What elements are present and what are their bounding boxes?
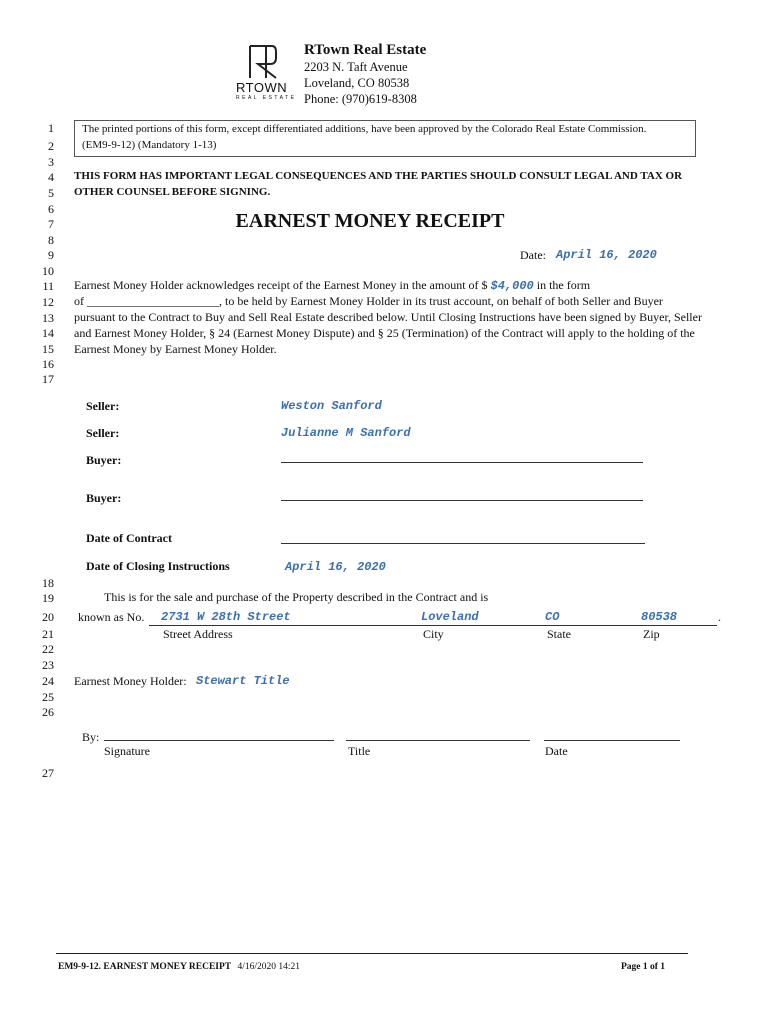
- seller-1-label: Seller:: [86, 399, 120, 413]
- line-number: 20: [42, 610, 54, 624]
- signature-field[interactable]: [104, 740, 334, 741]
- commission-notice-line1: The printed portions of this form, except differentiated additions, have been approved by the Colorado Real Estate Commission.: [82, 123, 647, 135]
- line-number: 25: [42, 690, 54, 704]
- commission-notice-line2: (EM9-9-12) (Mandatory 1-13): [82, 139, 217, 151]
- line-number: 16: [42, 357, 54, 371]
- line-number: 22: [42, 642, 54, 656]
- line-number: 13: [42, 311, 54, 325]
- property-city: Loveland: [421, 610, 479, 624]
- line-number: 14: [42, 326, 54, 340]
- seller-2-value: Julianne M Sanford: [281, 426, 411, 440]
- holder-value: Stewart Title: [196, 674, 290, 688]
- footer-timestamp: 4/16/2020 14:21: [237, 962, 301, 972]
- line-number: 18: [42, 576, 54, 590]
- closing-date-value: April 16, 2020: [285, 560, 386, 574]
- company-address-2: Loveland, CO 80538: [304, 76, 410, 90]
- buyer-1-field[interactable]: [281, 462, 643, 463]
- by-label: By:: [82, 730, 100, 744]
- footer-page: Page 1 of 1: [621, 962, 666, 972]
- title-field[interactable]: [346, 740, 530, 741]
- signature-label: Signature: [104, 744, 150, 758]
- zip-label: Zip: [643, 627, 660, 641]
- line-number: 19: [42, 591, 54, 605]
- line-number: 10: [42, 264, 54, 278]
- earnest-amount: $4,000: [490, 279, 534, 293]
- holder-label: Earnest Money Holder:: [74, 674, 187, 688]
- line-number: 4: [48, 170, 54, 184]
- line-number: 8: [48, 233, 54, 247]
- known-as-label: known as No.: [78, 610, 145, 624]
- legal-warning-line1: THIS FORM HAS IMPORTANT LEGAL CONSEQUENCES AND THE PARTIES SHOULD CONSULT LEGAL AND TAX OR: [74, 170, 683, 182]
- date-label-signature: Date: [545, 744, 568, 758]
- line-number: 3: [48, 155, 54, 169]
- property-zip: 80538: [641, 610, 678, 624]
- line-number: 15: [42, 342, 54, 356]
- buyer-1-label: Buyer:: [86, 453, 122, 467]
- footer-form-name: EM9-9-12. EARNEST MONEY RECEIPT: [58, 962, 232, 972]
- footer-form: [58, 962, 300, 972]
- line-number: 23: [42, 658, 54, 672]
- property-address-line: [149, 625, 717, 626]
- line-number: 21: [42, 627, 54, 641]
- property-intro: This is for the sale and purchase of the Property described in the Contract and is: [104, 590, 489, 604]
- line-number: 24: [42, 674, 54, 688]
- line-number: 1: [48, 121, 54, 135]
- line-number: 2: [48, 139, 54, 153]
- line-number: 26: [42, 705, 54, 719]
- property-street: 2731 W 28th Street: [161, 610, 291, 624]
- contract-date-label: Date of Contract: [86, 531, 172, 545]
- line-number: 11: [42, 279, 54, 293]
- line-number: 12: [42, 295, 54, 309]
- street-label: Street Address: [163, 627, 233, 641]
- city-label: City: [423, 627, 444, 641]
- logo-subtext: REAL ESTATE: [236, 95, 297, 101]
- body-text-1a: Earnest Money Holder acknowledges receipt of the Earnest Money in the amount of $: [74, 278, 488, 292]
- body-line-5: Earnest Money by Earnest Money Holder.: [74, 342, 277, 356]
- buyer-2-field[interactable]: [281, 500, 643, 501]
- closing-date-label: Date of Closing Instructions: [86, 559, 230, 573]
- date-label: Date:: [520, 248, 546, 262]
- footer-rule: [56, 953, 688, 954]
- line-number: 6: [48, 202, 54, 216]
- line-number: 27: [42, 766, 54, 780]
- state-label: State: [547, 627, 571, 641]
- title-label: Title: [348, 744, 371, 758]
- seller-2-label: Seller:: [86, 426, 120, 440]
- body-line-3: pursuant to the Contract to Buy and Sell Real Estate described below. Until Closing Instructions have been signed by Buyer, Seller: [74, 310, 702, 324]
- seller-1-value: Weston Sanford: [281, 399, 382, 413]
- legal-warning-line2: OTHER COUNSEL BEFORE SIGNING.: [74, 186, 271, 198]
- buyer-2-label: Buyer:: [86, 491, 122, 505]
- line-number: 17: [42, 372, 54, 386]
- signature-date-field[interactable]: [544, 740, 680, 741]
- logo-text: RTOWN: [236, 80, 288, 95]
- body-line-4: and Earnest Money Holder, § 24 (Earnest Money Dispute) and § 25 (Termination) of the Contract will apply to the holding of the: [74, 326, 695, 340]
- company-phone: Phone: (970)619-8308: [304, 92, 417, 106]
- contract-date-field[interactable]: [281, 543, 645, 544]
- company-name: RTown Real Estate: [304, 42, 427, 58]
- property-period: .: [718, 610, 721, 624]
- body-line-2: of ______________________, to be held by Earnest Money Holder in its trust account, on behalf of both Seller and Buyer: [74, 294, 663, 308]
- body-line-1: [74, 278, 590, 293]
- company-address-1: 2203 N. Taft Avenue: [304, 60, 408, 74]
- line-number: 9: [48, 248, 54, 262]
- line-number: 7: [48, 217, 54, 231]
- line-number: 5: [48, 186, 54, 200]
- body-text-1b: in the form: [536, 278, 591, 292]
- page-title: EARNEST MONEY RECEIPT: [235, 210, 505, 232]
- date-value: April 16, 2020: [556, 248, 657, 262]
- property-state: CO: [545, 610, 560, 624]
